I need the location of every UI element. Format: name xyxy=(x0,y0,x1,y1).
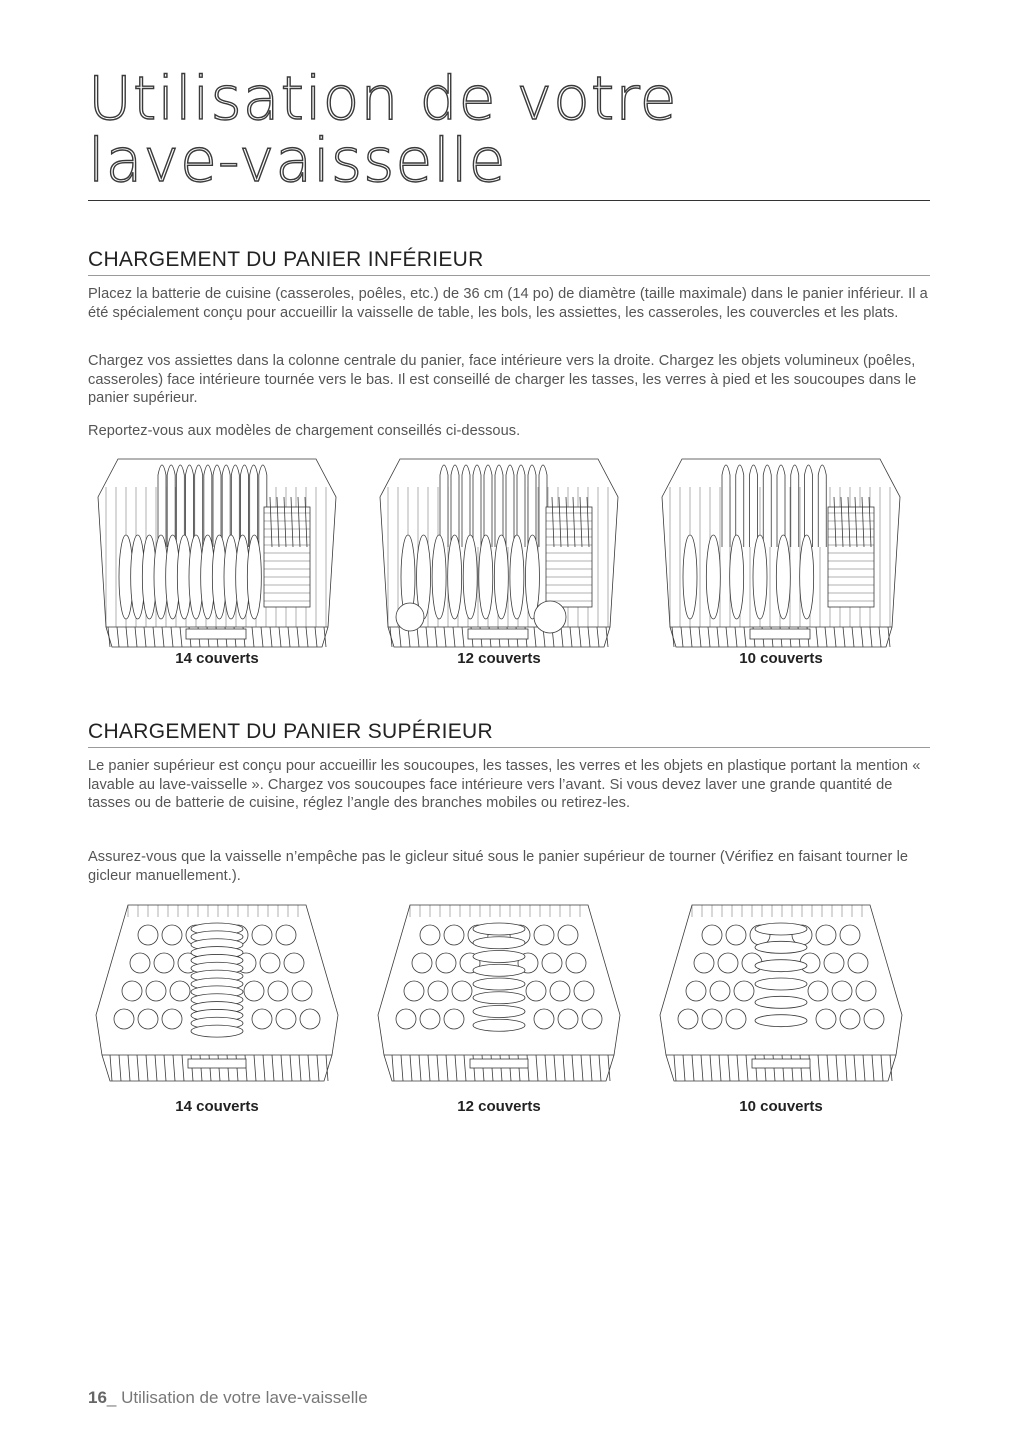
lower-basket-illustration-14 xyxy=(88,447,346,667)
lower-basket-figures xyxy=(88,447,930,667)
footer-text: _ Utilisation de votre lave-vaisselle xyxy=(106,1388,368,1407)
basket-line-art xyxy=(380,459,618,647)
page-title xyxy=(88,64,938,196)
upper-basket-illustration-10 xyxy=(652,895,910,1115)
page-footer xyxy=(88,1388,368,1408)
upper-basket-heading: CHARGEMENT DU PANIER SUPÉRIEUR xyxy=(88,720,930,748)
lower-caption-14: 14 couverts xyxy=(175,650,259,667)
upper-basket-illustration-14 xyxy=(88,895,346,1115)
lower-basket-heading: CHARGEMENT DU PANIER INFÉRIEUR xyxy=(88,248,930,276)
upper-caption-14: 14 couverts xyxy=(175,1098,259,1115)
lower-basket-paragraph-3: Reportez-vous aux modèles de chargement conseillés ci-dessous. xyxy=(88,423,521,439)
lower-basket-paragraph-1: Placez la batterie de cuisine (casseroles, poêles, etc.) de 36 cm (14 po) de diamètre (taille maximale) dans le panier inférieur. Il a été spécialement conçu pour accueillir la vaisselle de table, les bols, les assiettes, les casseroles, les couvercles et les plats. xyxy=(88,286,928,321)
upper-basket-paragraph-1: Le panier supérieur est conçu pour accueillir les soucoupes, les tasses, les verres et les objets en plastique portant la mention « lavable au lave-vaisselle ». Chargez vos soucoupes face intérieure vers l’avant. Si vous devez laver une grande quantité de tasses ou de batterie de cuisine, réglez l’angle des branches mobiles ou retirez-les. xyxy=(88,758,921,811)
lower-basket-illustration-12 xyxy=(370,447,628,667)
lower-caption-10: 10 couverts xyxy=(739,650,823,667)
lower-basket-figure-14 xyxy=(88,447,346,667)
page-title-line-1: Utilisation de votre xyxy=(88,64,678,134)
basket-line-art xyxy=(98,459,336,647)
upper-basket-figure-12 xyxy=(370,895,628,1115)
upper-basket-illustration-12 xyxy=(370,895,628,1115)
upper-basket-figures xyxy=(88,895,930,1115)
upper-caption-12: 12 couverts xyxy=(457,1098,541,1115)
lower-basket-paragraph-2: Chargez vos assiettes dans la colonne centrale du panier, face intérieure vers la droite. Chargez les objets volumineux (poêles, casseroles) face intérieure tournée vers le bas. Il est conseillé de charger les tasses, les verres à pied et les soucoupes dans le panier supérieur. xyxy=(88,353,917,406)
lower-basket-figure-10 xyxy=(652,447,910,667)
upper-basket-paragraph-2: Assurez-vous que la vaisselle n’empêche pas le gicleur situé sous le panier supérieur de tourner (Vérifiez en faisant tourner le gicleur manuellement.). xyxy=(88,849,909,884)
basket-line-art xyxy=(662,459,900,647)
basket-line-art xyxy=(378,905,620,1081)
upper-caption-10: 10 couverts xyxy=(739,1098,823,1115)
title-divider xyxy=(88,200,930,201)
lower-basket-illustration-10 xyxy=(652,447,910,667)
basket-line-art xyxy=(660,905,902,1081)
upper-basket-figure-10 xyxy=(652,895,910,1115)
lower-caption-12: 12 couverts xyxy=(457,650,541,667)
page-title-line-2: lave-vaisselle xyxy=(88,126,507,196)
basket-line-art xyxy=(96,905,338,1081)
lower-basket-figure-12 xyxy=(370,447,628,667)
upper-basket-figure-14 xyxy=(88,895,346,1115)
page-number: 16 xyxy=(88,1388,107,1407)
